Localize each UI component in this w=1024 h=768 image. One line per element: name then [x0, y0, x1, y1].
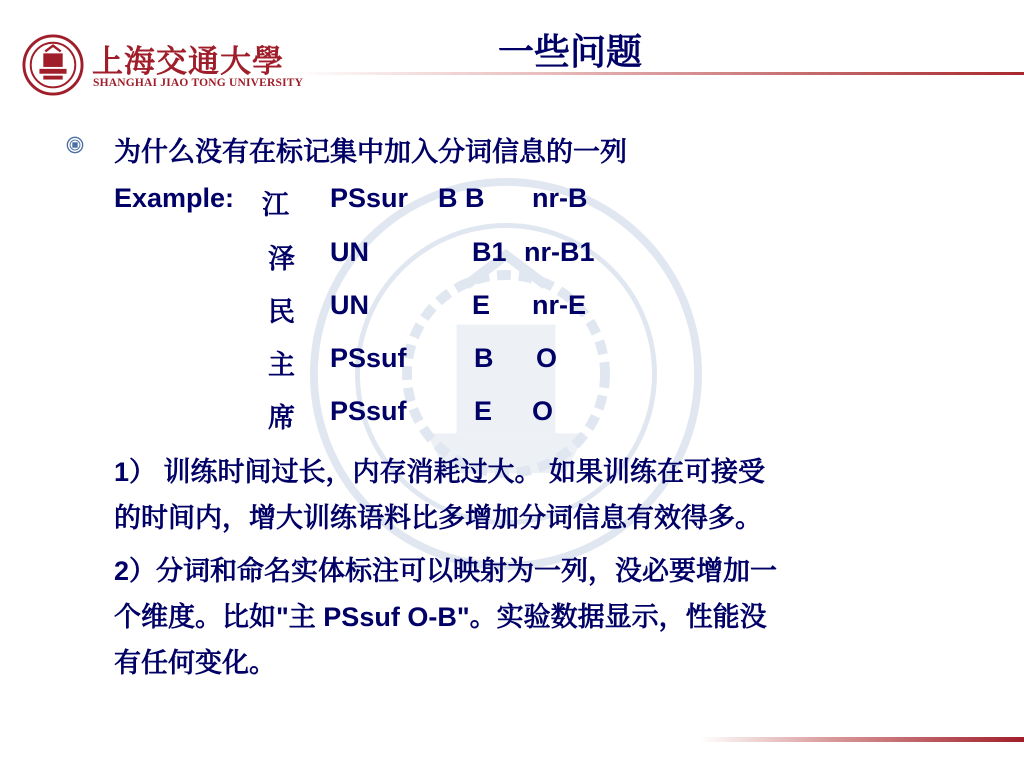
example-char: 民 [268, 297, 295, 327]
example-tag: UN [330, 237, 369, 267]
example-boundary: B B [438, 183, 485, 213]
logo-chinese-name: 上海交通大學 [92, 44, 284, 80]
example-char: 江 [262, 190, 289, 220]
example-label-col: nr-B1 [524, 237, 595, 267]
example-boundary: E [474, 396, 493, 426]
point-1-line-1: 1） 训练时间过长，内存消耗过大。 如果训练在可接受 [114, 457, 766, 487]
example-char: 主 [268, 350, 295, 380]
example-label-col: nr-B [532, 183, 588, 213]
example-tag: UN [330, 290, 369, 320]
example-boundary: E [472, 290, 491, 320]
point-1-line-2: 的时间内，增大训练语料比多增加分词信息有效得多。 [114, 503, 762, 533]
example-tag: PSsuf [330, 396, 407, 426]
bullet-text: 为什么没有在标记集中加入分词信息的一列 [114, 137, 627, 167]
example-label: Example: [114, 183, 235, 213]
point-2-line-1: 2）分词和命名实体标注可以映射为一列，没必要增加一 [114, 556, 778, 586]
bullet-seal-icon [66, 136, 84, 154]
example-boundary: B1 [472, 237, 507, 267]
example-label-col: O [536, 343, 558, 373]
slide-title: 一些问题 [497, 31, 642, 72]
logo-english-name: SHANGHAI JIAO TONG UNIVERSITY [93, 77, 304, 89]
example-tag: PSsur [330, 183, 409, 213]
example-boundary: B [474, 343, 494, 373]
example-tag: PSsuf [330, 343, 407, 373]
footer-divider [700, 737, 1024, 742]
point-2-line-3: 有任何变化。 [114, 648, 276, 678]
example-label-col: O [532, 396, 554, 426]
example-label-col: nr-E [532, 290, 586, 320]
example-char: 泽 [268, 244, 295, 274]
point-2-line-2: 个维度。比如"主 PSsuf O-B"。实验数据显示，性能没 [114, 602, 767, 632]
example-char: 席 [268, 403, 295, 433]
